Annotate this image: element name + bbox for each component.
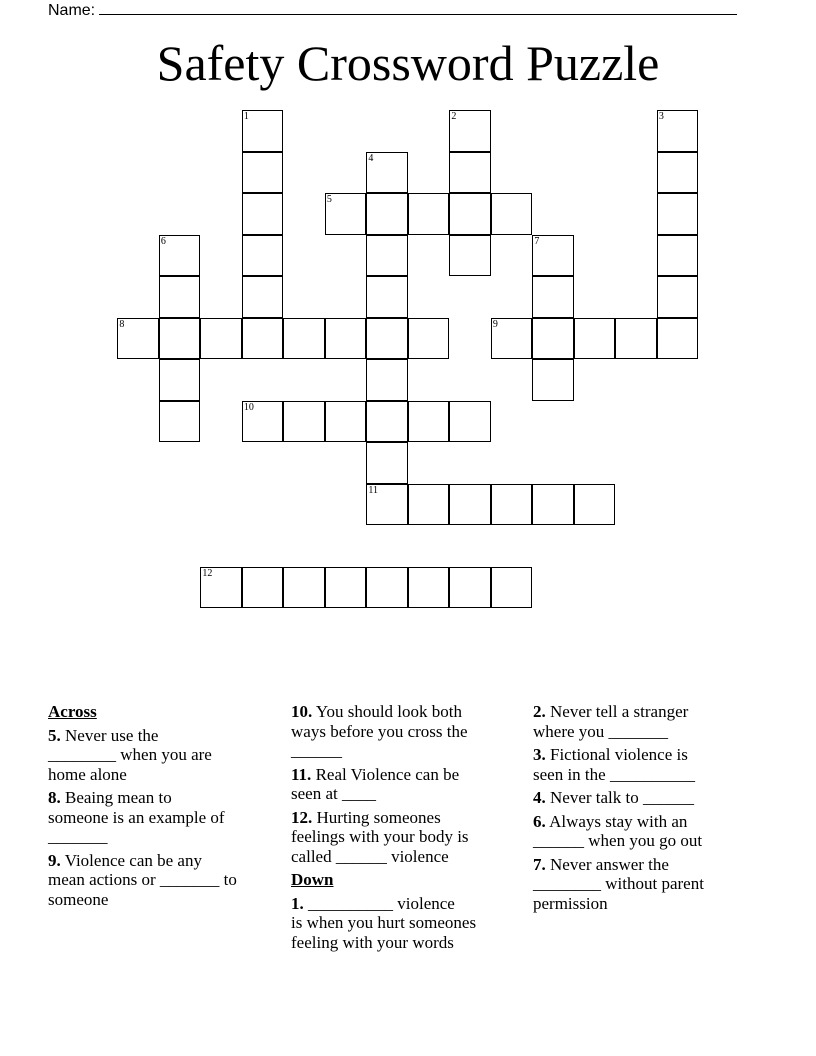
grid-cell[interactable] xyxy=(574,318,616,360)
grid-cell[interactable] xyxy=(366,318,408,360)
clue-item xyxy=(48,788,278,847)
clue-number: 12. xyxy=(291,807,313,827)
grid-cell[interactable] xyxy=(366,193,408,235)
grid-cell[interactable] xyxy=(159,401,201,443)
cell-number: 5 xyxy=(326,194,332,205)
grid-cell[interactable] xyxy=(366,484,408,526)
name-label: Name: xyxy=(48,2,96,19)
grid-cell[interactable] xyxy=(449,235,491,277)
grid-cell[interactable] xyxy=(408,318,450,360)
clue-item xyxy=(533,702,773,741)
grid-cell[interactable] xyxy=(117,318,159,360)
clue-text: Never answer the ________ without parent permission xyxy=(533,854,704,913)
grid-cell[interactable] xyxy=(200,567,242,609)
cell-number: 8 xyxy=(119,318,125,330)
clue-number: 4. xyxy=(533,788,546,807)
grid-cell[interactable] xyxy=(491,318,533,360)
clue-text: Never use the ________ when you are home alone xyxy=(48,725,212,784)
grid-cell[interactable] xyxy=(325,401,367,443)
grid-cell[interactable] xyxy=(366,235,408,277)
grid-cell[interactable] xyxy=(366,276,408,318)
grid-cell[interactable] xyxy=(159,235,201,277)
clue-text: Always stay with an ______ when you go out xyxy=(533,811,703,850)
clue-text: Never talk to ______ xyxy=(550,788,694,807)
clue-item xyxy=(291,894,521,953)
cell-number: 6 xyxy=(160,235,166,247)
clue-text: Fictional violence is seen in the __________ xyxy=(533,745,695,784)
clue-number: 8. xyxy=(48,788,61,807)
cell-number: 11 xyxy=(368,484,379,496)
grid-cell[interactable] xyxy=(449,567,491,609)
clue-text: Hurting someones feelings with your body is called ______ violence xyxy=(291,807,469,866)
clue-item xyxy=(533,788,773,808)
clue-heading-across: Across xyxy=(48,702,97,721)
grid-cell[interactable] xyxy=(574,484,616,526)
grid-cell[interactable] xyxy=(532,318,574,360)
page-title: Safety Crossword Puzzle xyxy=(156,35,660,91)
cell-number: 4 xyxy=(368,152,374,164)
grid-cell[interactable] xyxy=(449,484,491,526)
grid-cell[interactable] xyxy=(325,193,367,235)
grid-cell[interactable] xyxy=(242,401,284,443)
grid-cell[interactable] xyxy=(242,110,284,152)
grid-cell[interactable] xyxy=(325,567,367,609)
clue-column-3 xyxy=(533,702,773,917)
cell-number: 12 xyxy=(202,567,213,579)
grid-cell[interactable] xyxy=(532,235,574,277)
grid-cell[interactable] xyxy=(449,401,491,443)
clue-heading-down: Down xyxy=(291,870,334,889)
cell-number: 3 xyxy=(658,111,664,122)
grid-cell[interactable] xyxy=(366,401,408,443)
clue-number: 11. xyxy=(291,764,312,784)
grid-cell[interactable] xyxy=(657,110,699,152)
clue-text: Beaing mean to someone is an example of _______ xyxy=(48,788,225,846)
grid-cell[interactable] xyxy=(532,484,574,526)
clue-text: Real Violence can be seen at ____ xyxy=(291,764,460,803)
grid-cell[interactable] xyxy=(159,359,201,401)
grid-cell[interactable] xyxy=(657,235,699,277)
grid-cell[interactable] xyxy=(325,318,367,360)
clue-number: 2. xyxy=(533,702,546,721)
clue-number: 6. xyxy=(533,811,546,831)
grid-cell[interactable] xyxy=(242,152,284,194)
grid-cell[interactable] xyxy=(242,235,284,277)
grid-cell[interactable] xyxy=(242,193,284,235)
clue-item xyxy=(291,765,521,804)
grid-cell[interactable] xyxy=(657,318,699,360)
clue-item xyxy=(533,745,773,784)
clue-item xyxy=(291,808,521,867)
clue-text: Violence can be any mean actions or _______ to someone xyxy=(48,850,237,909)
grid-cell[interactable] xyxy=(615,318,657,360)
grid-cell[interactable] xyxy=(200,318,242,360)
grid-cell[interactable] xyxy=(408,193,450,235)
grid-cell[interactable] xyxy=(657,193,699,235)
grid-cell[interactable] xyxy=(159,318,201,360)
grid-cell[interactable] xyxy=(159,276,201,318)
grid-cell[interactable] xyxy=(283,318,325,360)
grid-cell[interactable] xyxy=(491,193,533,235)
clue-text: __________ violence is when you hurt someones feeling with your words xyxy=(291,893,477,952)
grid-cell[interactable] xyxy=(532,276,574,318)
clue-number: 1. xyxy=(291,893,304,913)
grid-cell[interactable] xyxy=(366,152,408,194)
clue-number: 9. xyxy=(48,850,61,870)
grid-cell[interactable] xyxy=(366,567,408,609)
clue-column-1 xyxy=(48,702,278,913)
clue-number: 7. xyxy=(533,854,546,874)
grid-cell[interactable] xyxy=(283,401,325,443)
clue-column-2 xyxy=(291,702,521,956)
clue-item xyxy=(291,702,521,761)
grid-cell[interactable] xyxy=(242,276,284,318)
grid-cell[interactable] xyxy=(532,359,574,401)
cell-number: 1 xyxy=(243,111,249,122)
clue-item xyxy=(533,855,773,914)
grid-cell[interactable] xyxy=(408,401,450,443)
grid-cell[interactable] xyxy=(242,318,284,360)
grid-cell[interactable] xyxy=(657,276,699,318)
grid-cell[interactable] xyxy=(366,359,408,401)
grid-cell[interactable] xyxy=(491,484,533,526)
grid-cell[interactable] xyxy=(408,484,450,526)
clue-item xyxy=(533,812,773,851)
grid-cell[interactable] xyxy=(449,193,491,235)
clue-number: 5. xyxy=(48,725,61,745)
clue-item xyxy=(48,851,278,910)
grid-cell[interactable] xyxy=(491,567,533,609)
grid-cell[interactable] xyxy=(408,567,450,609)
grid-cell[interactable] xyxy=(657,152,699,194)
grid-cell[interactable] xyxy=(242,567,284,609)
cell-number: 7 xyxy=(534,235,540,247)
clue-number: 10. xyxy=(291,702,313,721)
cell-number: 2 xyxy=(451,111,457,122)
clue-number: 3. xyxy=(533,745,546,764)
cell-number: 9 xyxy=(492,318,498,330)
grid-cell[interactable] xyxy=(449,110,491,152)
grid-cell[interactable] xyxy=(449,152,491,194)
clue-text: Never tell a stranger where you _______ xyxy=(533,702,689,741)
clue-item xyxy=(48,726,278,785)
grid-cell[interactable] xyxy=(366,442,408,484)
cell-number: 10 xyxy=(243,401,254,413)
clue-text: You should look both ways before you cross the ______ xyxy=(291,702,468,760)
grid-cell[interactable] xyxy=(283,567,325,609)
